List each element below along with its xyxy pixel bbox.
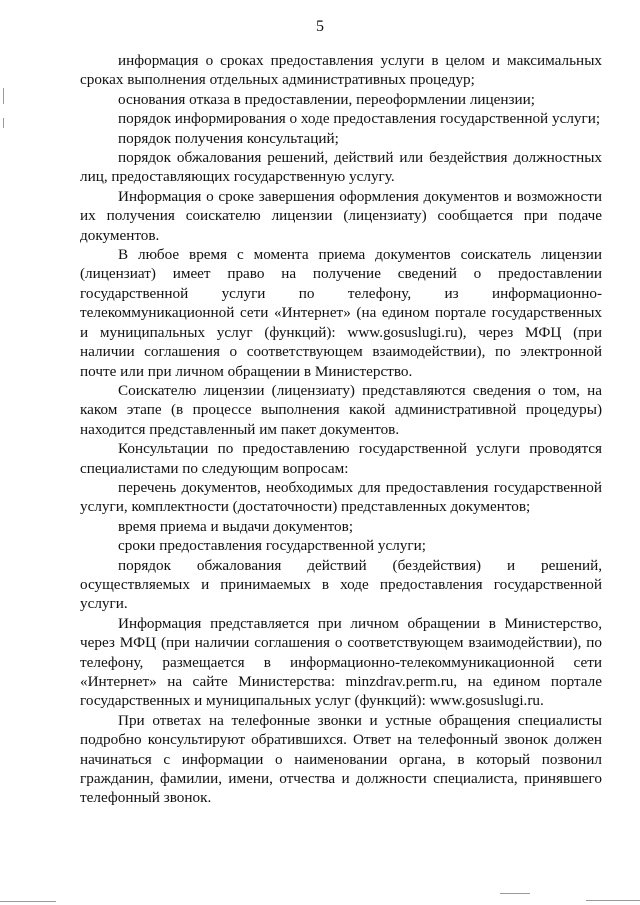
scan-mark-left	[3, 88, 4, 104]
scan-mark-bottom-right	[586, 900, 640, 901]
page-number: 5	[316, 18, 324, 35]
paragraph: порядок обжалования действий (бездействия) и решений, осуществляемых и принимаемых в ходе предоставления государственной услуги.	[80, 556, 602, 613]
paragraph: Консультации по предоставлению государственной услуги проводятся специалистами по следующим вопросам:	[80, 440, 602, 477]
paragraph: Информация представляется при личном обращении в Министерство, через МФЦ (при наличии соглашения о соответствующем взаимодействии), по телефону, размещается в информационно-телекоммуникационной сети «Интернет» на сайте Министерства: minzdrav.perm.ru, на едином портале государственных и муниципальных услуг (функций): www.gosuslugi.ru.	[80, 614, 602, 710]
paragraph: порядок получения консультаций;	[118, 129, 339, 147]
paragraph: перечень документов, необходимых для предоставления государственной услуги, комплектности (достаточности) представленных документов;	[80, 478, 602, 516]
paragraph: сроки предоставления государственной услуги;	[118, 537, 426, 555]
paragraph: информация о сроках предоставления услуги в целом и максимальных сроках выполнения отдельных административных процедур;	[80, 52, 602, 89]
paragraph: Соискателю лицензии (лицензиату) представляются сведения о том, на каком этапе (в процессе выполнения какой административной процедуры) находится представленный им пакет документов.	[80, 381, 602, 438]
paragraph: В любое время с момента приема документов соискатель лицензии (лицензиат) имеет право на получение сведений о предоставлении государственной услуги по телефону, из информационно-телекоммуникационной сети «Интернет» (на едином портале государственных и муниципальных услуг (функций): www.gosuslugi.ru), через МФЦ (при наличии соглашения о соответствующем взаимодействии), по электронной почте или при личном обращении в Министерство.	[80, 246, 602, 380]
scan-mark-bottom-left	[0, 901, 56, 902]
scan-mark-left	[3, 118, 4, 128]
document-body	[80, 51, 602, 808]
paragraph: порядок обжалования решений, действий или бездействия должностных лиц, предоставляющих государственную услугу.	[80, 149, 602, 186]
paragraph: Информация о сроке завершения оформления документов и возможности их получения соискателю лицензии (лицензиату) сообщается при подаче документов.	[80, 187, 602, 244]
paragraph: При ответах на телефонные звонки и устные обращения специалисты подробно консультируют обратившихся. Ответ на телефонный звонок должен начинаться с информации о наименовании органа, в который позвонил гражданин, фамилии, имени, отчества и должности специалиста, принявшего телефонный звонок.	[80, 711, 602, 807]
paragraph: порядок информирования о ходе предоставления государственной услуги;	[118, 110, 601, 128]
scan-mark-bottom	[500, 893, 530, 894]
paragraph: основания отказа в предоставлении, переоформлении лицензии;	[118, 90, 536, 108]
paragraph: время приема и выдачи документов;	[118, 517, 354, 535]
